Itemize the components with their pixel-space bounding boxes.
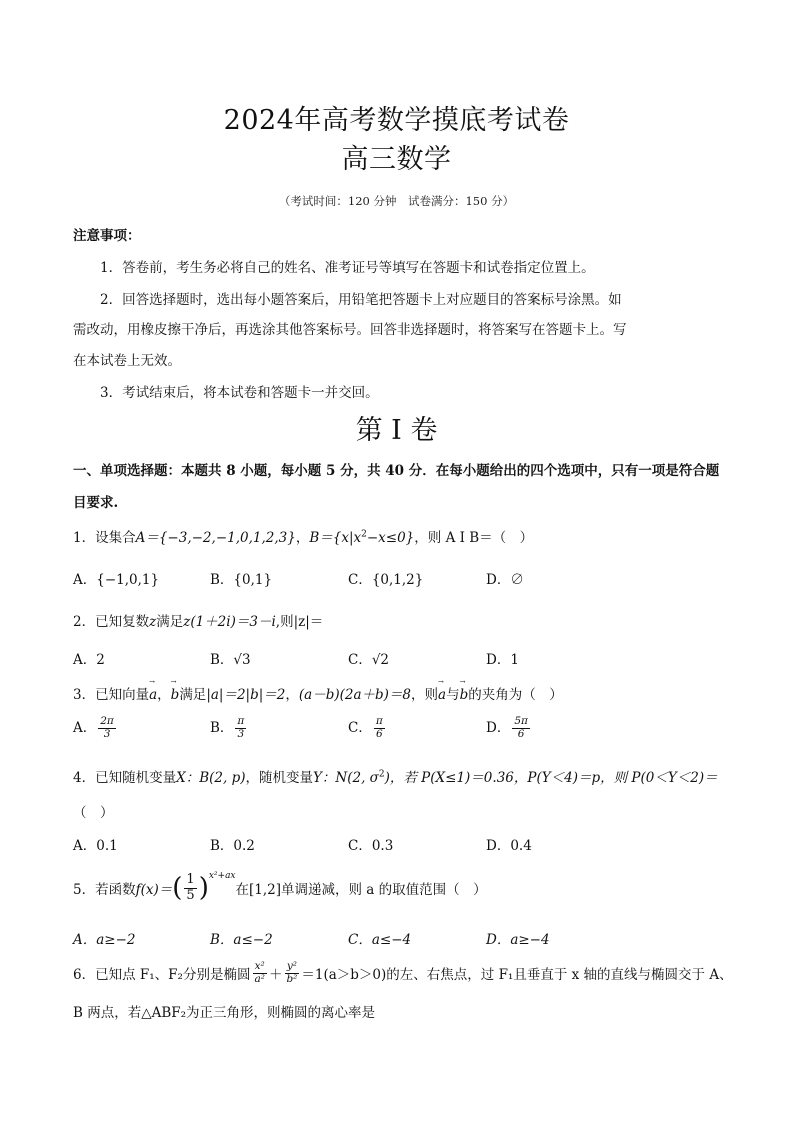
q3-option-c-label: C．: [348, 720, 372, 736]
note-2-line1: 2．回答选择题时，选出每小题答案后，用铅笔把答题卡上对应题目的答案标号涂黑。如: [100, 292, 622, 308]
q6-equation-tail: ＝1(a＞b＞0)的左、右焦点，过 F₁且垂直于 x 轴的直线与椭圆交于 A、: [301, 967, 733, 983]
q3-vector-a-2: → a: [438, 687, 446, 703]
q6-pre: 6．已知点 F₁、F₂分别是椭圆: [73, 967, 251, 983]
q2-mid: 满足: [156, 614, 184, 630]
q5-option-b: B．a≤−2: [210, 932, 273, 948]
volume-title: 第 I 卷: [355, 415, 438, 446]
q3-option-b-den: 3: [237, 728, 245, 740]
q4-y: Y：N(2, σ: [312, 770, 379, 786]
q2-tail: ,则|z|＝: [275, 614, 324, 630]
q5-pre: 5．若函数: [73, 882, 136, 898]
q4-option-d: D．0.4: [486, 838, 532, 854]
question-6: [73, 956, 733, 990]
exam-title: 2024年高考数学摸底考试卷: [223, 105, 570, 136]
q1-prefix: 1．设集合: [73, 530, 136, 546]
q3-condition-1: |a|＝2|b|＝2: [206, 687, 286, 703]
q1-set-a: A＝{−3,−2,−1,0,1,2,3}: [135, 530, 296, 546]
part1-instructions-line2: 目要求.: [73, 495, 119, 511]
q3-option-a-num: 2π: [100, 715, 114, 728]
q4-option-a: A．0.1: [73, 838, 118, 854]
q3-option-c-num: π: [375, 715, 383, 728]
q4-mid: ，随机变量: [245, 770, 313, 786]
q2-equation: z(1＋2i)＝3－i: [183, 614, 276, 630]
q3-tail-2: 与: [446, 687, 460, 703]
q6-frac2-den: b²: [286, 972, 298, 985]
q1-option-d: D．∅: [486, 572, 524, 588]
exam-subtitle: 高三数学: [341, 144, 452, 175]
q6-frac1-num: x²: [254, 959, 265, 972]
q1-set-b: B＝{x|x: [309, 530, 362, 546]
q4-condition: ，若 P(X≤1)＝0.36，P(Y＜4)＝p，则 P(0＜Y＜2)＝: [389, 770, 718, 786]
q3-option-d-num: 5π: [514, 715, 528, 728]
q3-tail-3: 的夹角为（ ）: [468, 687, 563, 703]
q2-pre: 2．已知复数: [73, 614, 150, 630]
q3-vector-a: → a: [149, 687, 157, 703]
q5-den: 5: [186, 887, 195, 903]
q2-option-c: C．√2: [348, 652, 390, 668]
q3-mid: 满足: [179, 687, 207, 703]
q3-vector-b: → b: [171, 687, 180, 703]
note-2-line2: 需改动，用橡皮擦干净后，再选涂其他答案标号。回答非选择题时，将答案写在答题卡上。写: [73, 322, 627, 338]
q2-option-d: D．1: [486, 652, 519, 668]
q3-option-d-den: 6: [517, 728, 525, 740]
q1-option-c: C．{0,1,2}: [348, 572, 424, 588]
q4-option-b: B．0.2: [210, 838, 255, 854]
q4-y-close: ): [384, 770, 390, 786]
q6-frac1-den: a²: [254, 972, 265, 985]
q5-option-d: D．a≥−4: [486, 932, 550, 948]
q3-option-c: [348, 716, 387, 741]
q1-sep: ，: [295, 530, 310, 546]
q4-answer-blank: （ ）: [73, 805, 114, 821]
q1-option-b: B．{0,1}: [210, 572, 273, 588]
q3-vector-b-2: → b: [460, 687, 469, 703]
q6-frac2-num: y²: [286, 959, 297, 972]
q3-option-a: [73, 716, 118, 741]
q1-tail: ，则 A I B＝（ ）: [414, 530, 534, 546]
question-1: 1．设集合A＝{−3,−2,−1,0,1,2,3}，$B=\{x|x^2-x\le 0\}$，则 A I B＝（ ）: [73, 529, 534, 546]
q3-pre: 3．已知向量: [73, 687, 150, 703]
q3-option-b-num: π: [237, 715, 245, 728]
part1-instructions-line1: 一、单项选择题：本题共 8 小题，每小题 5 分，共 40 分．在每小题给出的四个选项中，只有一项是符合题: [73, 463, 720, 479]
q3-option-a-den: 3: [103, 728, 111, 740]
q4-x: X：B(2, p): [176, 770, 246, 786]
q3-option-d-label: D．: [486, 720, 511, 736]
q5-exponent: x²+ax: [208, 871, 236, 881]
question-4: 4．已知随机变量X：B(2, p)，随机变量Y：N(2, $\sigma^2$)，若 P(X≤1)＝0.36，P(Y＜4)＝p，则 P(0＜Y＜2)＝: [73, 769, 718, 786]
q6-plus: ＋: [268, 967, 283, 983]
q1-set-b-rest: −x≤0}: [366, 530, 415, 546]
question-2: [73, 610, 323, 630]
q2-z: z: [149, 614, 157, 630]
q4-pre: 4．已知随机变量: [73, 770, 177, 786]
question-5: 5．若函数 f(x)＝ ( $\frac{1}{5}$ ) $^{x^2+ax}$ 在[1,2]单调递减，则 a 的取值范围（ ）: [73, 871, 487, 903]
q2-option-b: B．√3: [210, 652, 251, 668]
q2-option-a: A．2: [73, 652, 105, 668]
q5-fx: f(x)＝: [135, 882, 173, 898]
q5-option-c: C．a≤−4: [348, 932, 412, 948]
q5-option-a: A．a≥−2: [73, 932, 136, 948]
q3-option-a-label: A．: [73, 720, 97, 736]
note-1: 1．答卷前，考生务必将自己的姓名、准考证号等填写在答题卡和试卷指定位置上。: [100, 260, 595, 276]
q3-tail-1: ，则: [411, 687, 439, 703]
q3-option-b: [210, 716, 248, 741]
note-3: 3．考试结束后，将本试卷和答题卡一并交回。: [100, 385, 379, 401]
q5-tail: 在[1,2]单调递减，则 a 的取值范围（ ）: [235, 882, 487, 898]
notes-heading: 注意事项：: [73, 228, 141, 244]
question-3: 3．已知向量→ a，→ b满足|a|＝2|b|＝2，(a－b)(2a＋b)＝8，则→ a与→ b的夹角为（ ）: [73, 683, 563, 703]
q3-option-d: [486, 716, 532, 741]
exam-info: （考试时间：120 分钟 试卷满分：150 分）: [278, 194, 515, 208]
q3-condition-2: (a－b)(2a＋b)＝8: [298, 687, 412, 703]
note-2-line3: 在本试卷上无效。: [73, 353, 181, 369]
q5-num: 1: [186, 872, 195, 888]
q1-option-a: A．{−1,0,1}: [73, 572, 160, 588]
q4-option-c: C．0.3: [348, 838, 394, 854]
q3-option-c-den: 6: [375, 728, 383, 740]
q6-line-2: B 两点，若△ABF₂为正三角形，则椭圆的离心率是: [73, 1005, 376, 1021]
q3-option-b-label: B．: [210, 720, 234, 736]
q3-comma: ，: [157, 687, 171, 703]
